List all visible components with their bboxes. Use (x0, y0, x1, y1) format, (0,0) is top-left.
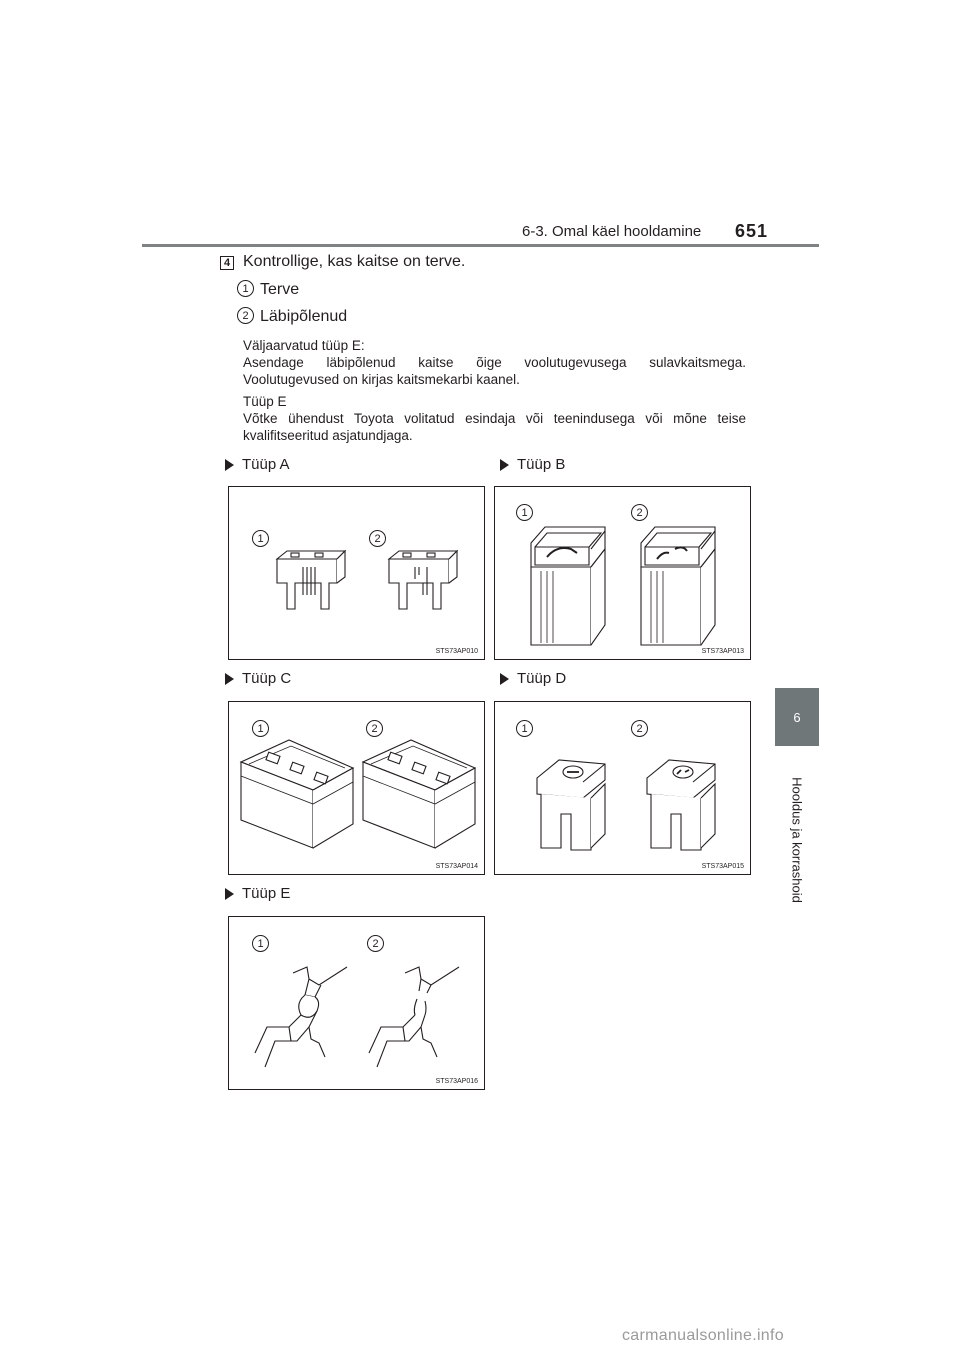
figure-marker-2: 2 (366, 720, 383, 737)
note-heading: Väljaarvatud tüüp E: (243, 338, 365, 353)
item-marker-2: 2 (237, 307, 254, 324)
note-line: Võtke ühendust Toyota volitatud esindaja või teenindusega või mõne teise (243, 411, 746, 426)
triangle-bullet-icon (225, 673, 234, 685)
figure-fuse-type-c (228, 701, 485, 875)
figure-fuse-type-d (494, 701, 751, 875)
fuse-d-illustration (495, 702, 752, 876)
fuse-type-label: Tüüp E (242, 885, 291, 902)
fuse-type-title-b (500, 456, 565, 473)
page-number: 651 (735, 221, 769, 241)
section-title: 6-3. Omal käel hooldamine (522, 223, 702, 240)
figure-marker-1: 1 (516, 504, 533, 521)
note-type-e (243, 393, 746, 444)
watermark: carmanualsonline.info (622, 1327, 784, 1344)
fuse-type-title-e (225, 885, 290, 902)
triangle-bullet-icon (500, 459, 509, 471)
note-heading: Tüüp E (243, 394, 287, 409)
note-line: Voolutugevused on kirjas kaitsmekarbi kaanel. (243, 372, 520, 387)
figure-fuse-type-a (228, 486, 485, 660)
chapter-tab (775, 688, 819, 746)
fuse-b-illustration (495, 487, 752, 661)
note-except-type-e (243, 337, 746, 388)
fuse-type-title-d (500, 670, 566, 687)
figure-marker-1: 1 (252, 720, 269, 737)
figure-marker-2: 2 (631, 720, 648, 737)
fuse-type-label: Tüüp B (517, 456, 566, 473)
figure-marker-2: 2 (367, 935, 384, 952)
note-line: Asendage läbipõlenud kaitse õige voolutugevusega sulavkaitsmega. (243, 355, 746, 370)
item-marker-1: 1 (237, 280, 254, 297)
item-label-labipolenud: Läbipõlenud (260, 308, 348, 325)
fuse-type-title-c (225, 670, 291, 687)
figure-code: STS73AP014 (435, 863, 478, 870)
figure-marker-1: 1 (252, 935, 269, 952)
fuse-type-title-a (225, 456, 290, 473)
header-divider (142, 244, 819, 247)
figure-marker-2: 2 (631, 504, 648, 521)
fuse-a-illustration (229, 487, 486, 661)
fuse-type-label: Tüüp A (242, 456, 290, 473)
figure-fuse-type-e (228, 916, 485, 1090)
triangle-bullet-icon (500, 673, 509, 685)
figure-marker-2: 2 (369, 530, 386, 547)
item-label-terve: Terve (260, 281, 300, 298)
figure-marker-1: 1 (252, 530, 269, 547)
figure-fuse-type-b (494, 486, 751, 660)
fuse-type-label: Tüüp D (517, 670, 567, 687)
triangle-bullet-icon (225, 459, 234, 471)
triangle-bullet-icon (225, 888, 234, 900)
figure-code: STS73AP015 (701, 863, 744, 870)
chapter-title: Hooldus ja korrashoid (789, 777, 805, 903)
chapter-number: 6 (793, 709, 801, 725)
note-line: kvalifitseeritud asjatundjaga. (243, 428, 413, 443)
fuse-type-label: Tüüp C (242, 670, 292, 687)
figure-code: STS73AP016 (435, 1078, 478, 1085)
figure-marker-1: 1 (516, 720, 533, 737)
figure-code: STS73AP010 (435, 648, 478, 655)
figure-code: STS73AP013 (701, 648, 744, 655)
step-instruction: Kontrollige, kas kaitse on terve. (243, 253, 466, 270)
step-number-box: 4 (220, 256, 234, 270)
